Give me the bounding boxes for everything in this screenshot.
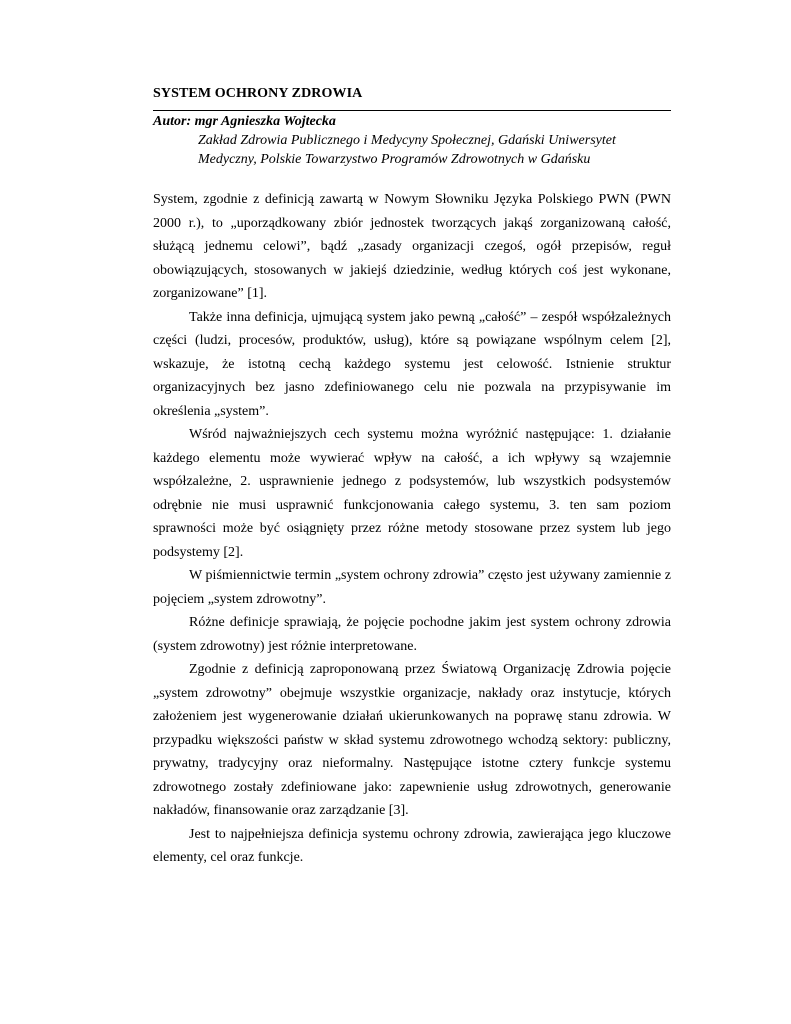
body-text [153, 188, 671, 870]
author-line: Autor: mgr Agnieszka Wojtecka [153, 114, 336, 129]
paragraph-6: Zgodnie z definicją zaproponowaną przez Światową Organizację Zdrowia pojęcie „system zdrowotny” obejmuje wszystkie organizacje, nakłady oraz instytucje, których założeniem jest wygenerowanie działań ukierunkowanych na poprawę stanu zdrowia. W przypadku większości państw w skład systemu zdrowotnego wchodzą sektory: publiczny, prywatny, tradycyjny oraz nieformalny. Następujące istotne cztery funkcje systemu zdrowotnego zostały zdefiniowane jako: zapewnienie usług zdrowotnych, generowanie nakładów, finansowanie oraz zarządzanie [3]. [153, 662, 671, 818]
title-divider [153, 110, 671, 111]
paragraph-3: Wśród najważniejszych cech systemu można wyróżnić następujące: 1. działanie każdego elementu może wywierać wpływ na całość, a ich wpływy są wzajemnie współzależne, 2. usprawnienie jednego z podsystemów, lub wszystkich podsystemów odrębnie nie musi usprawnić funkcjonowania całego systemu, 3. ten sam poziom sprawności może być osiągnięty przez różne metody stosowane przez system lub jego podsystemy [2]. [153, 427, 671, 560]
paragraph-1: System, zgodnie z definicją zawartą w Nowym Słowniku Języka Polskiego PWN (PWN 2000 r.), to „uporządkowany zbiór jednostek tworzących jakąś zorganizowaną całość, służącą jednemu celowi”, bądź „zasady organizacji czegoś, ogół przepisów, reguł obowiązujących, stosowanych w jakiejś dziedzinie, według których coś jest wykonane, zorganizowane” [1]. [153, 192, 671, 301]
paragraph-7: Jest to najpełniejsza definicja systemu ochrony zdrowia, zawierająca jego kluczowe elementy, cel oraz funkcje. [153, 826, 671, 865]
affiliation-line-2: Medyczny, Polskie Towarzystwo Programów Zdrowotnych w Gdańsku [198, 152, 591, 167]
paragraph-4: W piśmiennictwie termin „system ochrony zdrowia” często jest używany zamiennie z pojęciem „system zdrowotny”. [153, 568, 671, 607]
document-page [153, 84, 671, 870]
paragraph-5: Różne definicje sprawiają, że pojęcie pochodne jakim jest system ochrony zdrowia (system zdrowotny) jest różnie interpretowane. [153, 615, 671, 654]
document-title: SYSTEM OCHRONY ZDROWIA [153, 86, 363, 101]
affiliation-line-1: Zakład Zdrowia Publicznego i Medycyny Społecznej, Gdański Uniwersytet [198, 133, 616, 148]
paragraph-2: Także inna definicja, ujmującą system jako pewną „całość” – zespół współzależnych części (ludzi, procesów, produktów, usług), które są powiązane wspólnym celem [2], wskazuje, że istotną cechą każdego systemu jest celowość. Istnienie struktur organizacyjnych bez jasno zdefiniowanego celu nie pozwala na przypisywanie im określenia „system”. [153, 309, 671, 419]
